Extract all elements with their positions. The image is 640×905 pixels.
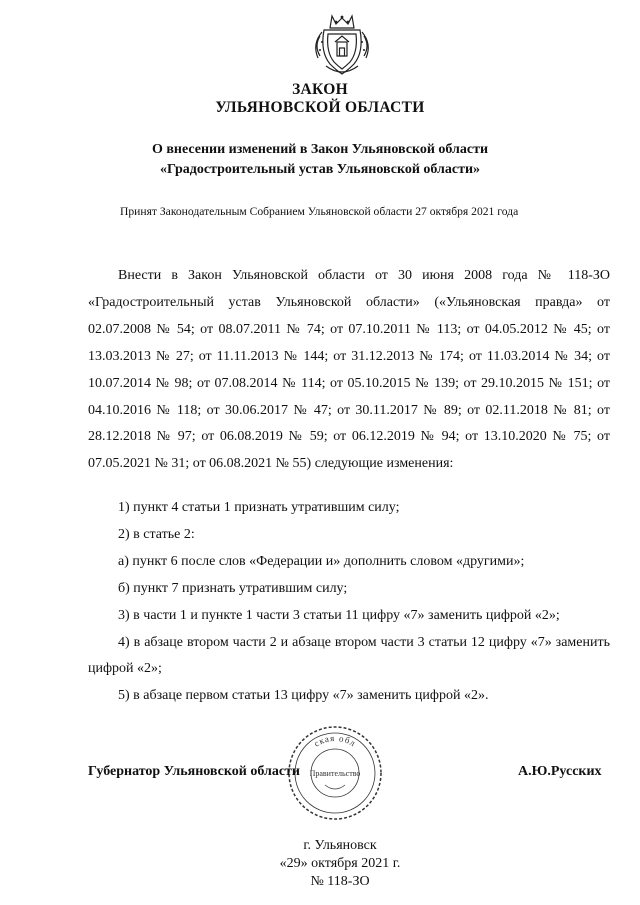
amendments-list bbox=[88, 495, 610, 710]
amendment-item: б) пункт 7 признать утратившим силу; bbox=[118, 580, 348, 596]
official-seal-icon bbox=[285, 723, 385, 823]
svg-text:ская обл bbox=[312, 733, 358, 749]
coat-of-arms-icon bbox=[310, 12, 374, 78]
seal-text-center: Правительство bbox=[309, 769, 361, 778]
amendment-item: 1) пункт 4 статьи 1 признать утратившим силу; bbox=[118, 500, 400, 515]
amendment-item: 3) в части 1 и пункте 1 части 3 статьи 11 цифру «7» заменить цифрой «2»; bbox=[118, 607, 560, 623]
place-of-signing: г. Ульяновск bbox=[303, 838, 377, 853]
intro-paragraph: Внести в Закон Ульяновской области от 30 июня 2008 года № 118-ЗО «Градостроительный устав Ульяновской области» («Ульяновская правда» от 02.07.2008 № 54; от 08.07.2011 № 74; от 07.10.2011 № 113; от 04.05.2012 № 45; от 13.03.2013 № 27; от 11.11.2013 № 144; от 31.12.2013 № 174; от 11.03.2014 № 34; от 10.07.2014 № 98; от 07.08.2014 № 114; от 05.10.2015 № 139; от 29.10.2015 № 151; от 04.10.2016 № 118; от 30.06.2017 № 47; от 30.11.2017 № 89; от 02.11.2018 № 81; от 28.12.2018 № 97; от 06.08.2019 № 59; от 06.12.2019 № 94; от 13.10.2020 № 75; от 07.05.2021 № 31; от 06.08.2021 № 55) следующие изменения: bbox=[88, 268, 610, 472]
law-number: № 118-ЗО bbox=[310, 874, 370, 889]
amendment-item: 5) в абзаце первом статьи 13 цифру «7» заменить цифрой «2». bbox=[118, 688, 489, 704]
amendment-item: а) пункт 6 после слов «Федерации и» дополнить словом «другими»; bbox=[118, 553, 525, 569]
law-subject-line1: О внесении изменений в Закон Ульяновской области bbox=[151, 142, 489, 157]
signatory-title: Губернатор Ульяновской области bbox=[88, 764, 300, 779]
signing-date: «29» октября 2021 г. bbox=[279, 856, 401, 871]
signatory-name: А.Ю.Русских bbox=[518, 764, 602, 779]
amendment-item: 4) в абзаце втором части 2 и абзаце втором части 3 статьи 12 цифру «7» заменить цифрой «2»; bbox=[88, 634, 610, 677]
amendment-item: 2) в статье 2: bbox=[118, 526, 195, 542]
document-type-title: ЗАКОН bbox=[292, 81, 348, 98]
region-title: УЛЬЯНОВСКОЙ ОБЛАСТИ bbox=[215, 99, 425, 116]
law-subject-line2: «Градостроительный устав Ульяновской области» bbox=[159, 162, 481, 177]
seal-text-top: ская обл bbox=[312, 732, 358, 749]
adoption-note: Принят Законодательным Собранием Ульяновской области 27 октября 2021 года bbox=[120, 205, 519, 218]
